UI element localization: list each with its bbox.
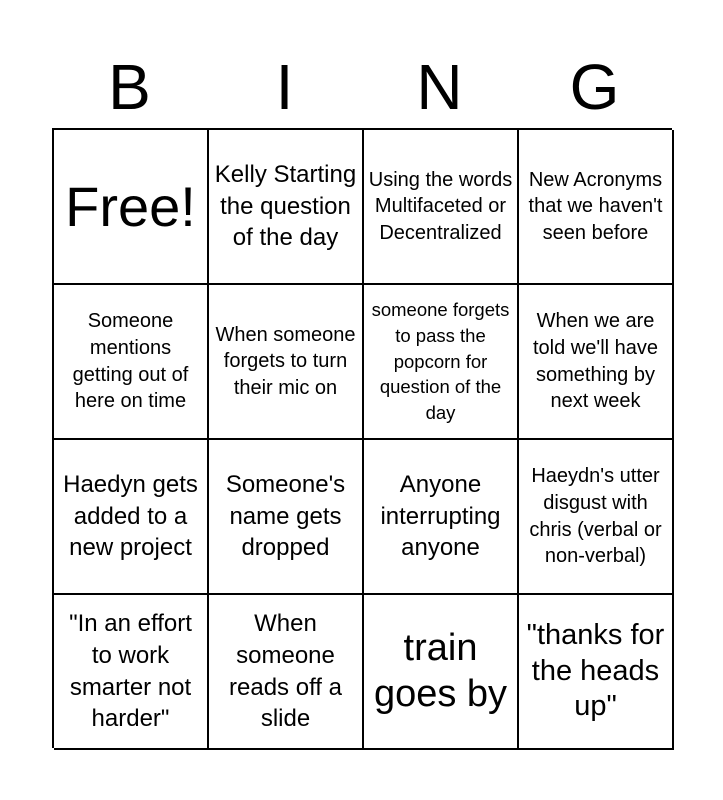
bingo-cell[interactable] xyxy=(209,130,364,285)
cell-text: "In an effort to work smarter not harder" xyxy=(69,610,192,733)
bingo-cell[interactable] xyxy=(519,130,674,285)
cell-text: When we are told we'll have something by next week xyxy=(533,310,658,413)
header-letter-i: I xyxy=(275,51,294,123)
cell-text: Someone's name gets dropped xyxy=(225,470,346,562)
bingo-cell[interactable] xyxy=(364,595,519,750)
header-letter-g: G xyxy=(569,51,620,123)
cell-text: Using the words Multifaceted or Decentralized xyxy=(368,168,513,244)
bingo-cell[interactable] xyxy=(209,595,364,750)
bingo-board xyxy=(52,128,672,748)
cell-text: someone forgets to pass the popcorn for question of the day xyxy=(371,298,510,424)
cell-text: Free! xyxy=(65,174,196,238)
bingo-cell[interactable] xyxy=(364,285,519,440)
cell-text: When someone forgets to turn their mic on xyxy=(215,323,356,399)
cell-text: train goes by xyxy=(373,626,508,715)
bingo-cell-free[interactable] xyxy=(54,130,209,285)
bingo-cell[interactable] xyxy=(209,440,364,595)
cell-text: Kelly Starting the question of the day xyxy=(214,160,357,252)
bingo-cell[interactable] xyxy=(519,595,674,750)
cell-text: Anyone interrupting anyone xyxy=(380,470,501,562)
bingo-cell[interactable] xyxy=(364,440,519,595)
header-letter-b: B xyxy=(108,51,151,123)
bingo-cell[interactable] xyxy=(364,130,519,285)
cell-text: Haedyn gets added to a new project xyxy=(63,470,198,562)
cell-text: Haeydn's utter disgust with chris (verbal or non-verbal) xyxy=(529,465,662,568)
header-letter-n: N xyxy=(416,51,463,123)
bingo-header xyxy=(52,52,672,122)
bingo-cell[interactable] xyxy=(519,285,674,440)
cell-text: When someone reads off a slide xyxy=(229,610,342,733)
bingo-cell[interactable] xyxy=(209,285,364,440)
cell-text: New Acronyms that we haven't seen before xyxy=(528,168,663,244)
bingo-cell[interactable] xyxy=(54,595,209,750)
cell-text: Someone mentions getting out of here on time xyxy=(72,310,189,413)
bingo-cell[interactable] xyxy=(54,285,209,440)
cell-text: "thanks for the heads up" xyxy=(526,618,665,723)
bingo-cell[interactable] xyxy=(519,440,674,595)
bingo-cell[interactable] xyxy=(54,440,209,595)
